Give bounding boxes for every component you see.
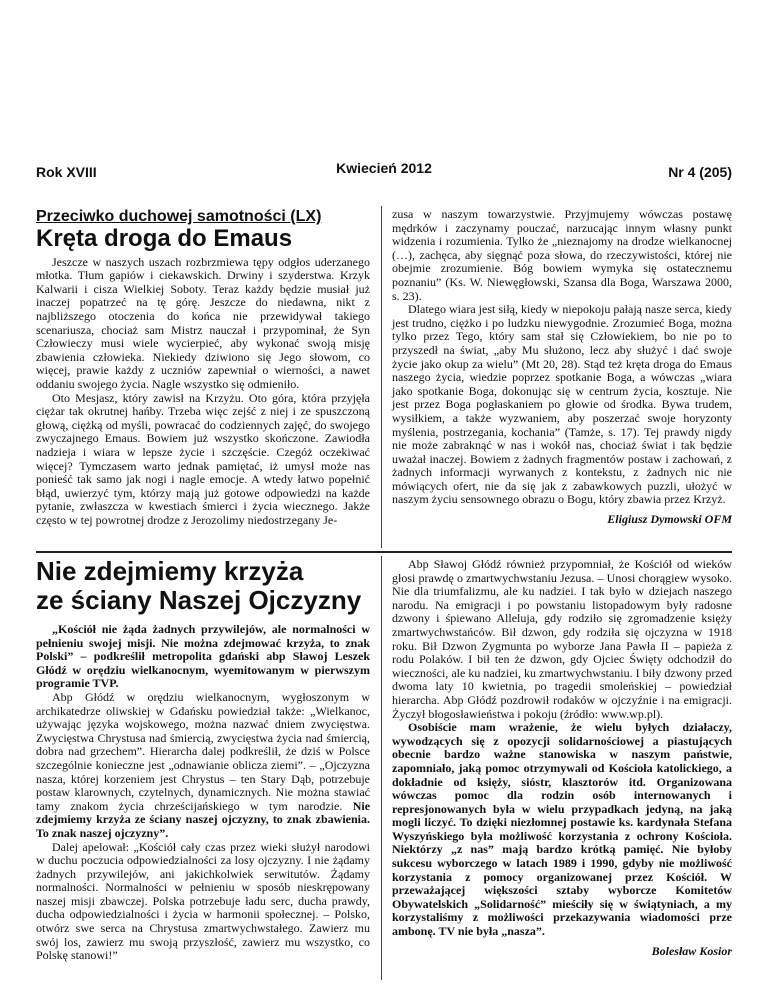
header-year: Rok XVIII [36, 164, 97, 180]
article1-title: Kręta droga do Emaus [36, 224, 293, 252]
article2-title-line1: Nie zdejmiemy krzyża [36, 556, 304, 586]
article1-signature: Eligiusz Dymowski OFM [607, 512, 732, 527]
article1-column-left [36, 210, 370, 527]
article-divider [36, 551, 732, 553]
header-issue: Nr 4 (205) [668, 164, 732, 180]
article2-paragraph: Dalej apelował: „Kościół cały czas przez wieki służył narodowi w duchu poczucia odpowiedzialności za losy ojczyzny. I nie żądamy żadnych przywilejów, ani jakichkolwiek serwitutów. Żądamy normalności. Normalności w pełnieniu w sposób nieskrępowany naszej misji zbawczej. Polska potrzebuje ładu serc, ducha prawdy, ducha odpowiedzialności i życia w harmonii społecznej. – Polsko, otwórz swe serca na Chrystusa zmartwychwstałego. Zawierz mu swój los, zawierz mu swoją przyszłość, zawierz mu wszystko, co Polskę stanowi!” [36, 839, 370, 963]
article2-paragraph [36, 691, 370, 841]
article1-column-right [392, 208, 732, 527]
article1-paragraph: Oto Mesjasz, który zawisł na Krzyżu. Oto góra, która przyjęła ciężar tak okrutnej hańby. Trzeba więc zejść z niej i ze spuszczoną głową, ciężką od myśli, powracać do codziennych zajęć, do swojego zwyczajnego Emaus. Bowiem już wszystko skończone. Zawiodła nadzieja i wiara w lepsze życie i szczęście. Czegóż oczekiwać więcej? Tymczasem warto jednak pamiętać, iż umysł może nas ponieść tak samo jak nogi i nagle emocje. A wtedy łatwo popełnić błąd, uwierzyć tym, którzy mają już gotowe odpowiedzi na każde pytanie, zwłaszcza w kwestiach śmierci i życia wiecznego. Jakże często w tej powrotnej drodze z Jerozolimy niedostrzegany Je- [36, 390, 370, 527]
article1-paragraph: Jeszcze w naszych uszach rozbrzmiewa tępy odgłos uderzanego młotka. Tłum gapiów i ciekawskich. Drwiny i szyderstwa. Krzyk Kalwarii i cisza Wielkiej Soboty. Teraz każdy będzie musiał już inaczej popatrzeć na tę górę. Jeszcze do niedawna, nikt z najbliższego otoczenia do końca nie przewidywał takiego scenariusza, chociaż sam Mistrz nauczał i przypominał, że Syn Człowieczy musi wiele wycierpieć, aby wykonać swoją misję zbawienia człowieka. Niekiedy dziwiono się Jego słowom, co więcej, prawie każdy z uczniów zapewniał o wierności, a nawet oddaniu swojego życia. Nagle wszystko się odmieniło. [36, 254, 370, 391]
article2-title [36, 557, 370, 615]
article2-title-line2: ze ściany Naszej Ojczyzny [36, 585, 362, 615]
article1-paragraph: zusa w naszym towarzystwie. Przyjmujemy wówczas postawę mędrków i zaczynamy pouczać, narzucając innym własny punkt widzenia i rozumienia. Tylko że „nieznajomy na drodze wielkanocnej (…), zachęca, aby sięgnąć poza słowa, do rzeczywistości, której nie obejmie zrozumienie. Bóg bowiem wymyka się ostatecznemu poznaniu” (Ks. W. Niewęgłowski, Szansa dla Boga, Warszawa 2000, s. 23). [392, 207, 732, 303]
article2-paragraph-bold: Osobiście mam wrażenie, że wielu byłych działaczy, wywodzących się z opozycji solidarnościowej a piastujących obecnie bardzo ważne stanowiska w naszym państwie, zapomniało, jaką pomoc otrzymywali od Kościoła katolickiego, a dokładnie od księży, sióstr, klasztorów itd. Organizowana wówczas pomoc dla rodzin osób internowanych i represjonowanych była w wielu przypadkach jedyną, na jaką mogli liczyć. To dzięki niezłomnej postawie ks. kardynała Stefana Wyszyńskiego była możliwość korzystania z ochrony Kościoła. Niektórzy „z nas” mają bardzo krótką pamięć. Nie byłoby sukcesu wyborczego w latach 1989 i 1990, gdyby nie możliwość korzystania z pomocy organizowanej przez Kościół. W przeważającej większości sztaby wyborcze Komitetów Obywatelskich „Solidarność” mieściły się w świątyniach, a my korzystaliśmy z możliwości przekazywania wiadomości prze ambonę. TV nie była „nasza”. [392, 720, 732, 939]
article2-lead: „Kościół nie żąda żadnych przywilejów, ale normalności w pełnieniu swojej misji. Nie można zdejmować krzyża, to znak Polski” – podkreślił metropolita gdański abp Sławoj Leszek Głódź w orędziu wielkanocnym, wyemitowanym w pierwszym programie TVP. [36, 622, 370, 691]
article2-paragraph: Abp Sławoj Głódź również przypomniał, że Kościół od wieków głosi prawdę o zmartwychwstaniu Jezusa. – Unosi chorągiew wysoko. Nie dla triumfalizmu, ale ku nadziei. I tak było w dziejach naszego narodu. Na emigracji i po powstaniu listopadowym były radosne dzwony i śpiewano Alleluja, gdy rodziło się zgromadzenie księży zmartwychwstańców. Bił dzwon, gdy rodziła się ojczyzna w 1918 roku. Bił Dzwon Zygmunta po wyborze Jana Pawła II – papieża z rodu Polaków. I bił ten że dzwon, gdy Ojciec Święty odchodził do wieczności, ale ku nadziei, ku zmartwychwstaniu. I biły dzwony przed dwoma laty 10 kwietnia, po tragedii smoleńskiej – powiedział hierarcha. Abp Głódź pozdrowił rodaków w ojczyźnie i na emigracji. Życzył błogosławieństwa i pokoju (źródło: www.wp.pl). [392, 557, 732, 721]
article1-paragraph: Dlatego wiara jest siłą, kiedy w niepokoju pałają nasze serca, kiedy jest trudno, ciężko i po ludzku niewygodnie. Zrozumieć Boga, można tylko przez Tego, który sam stał się Człowiekiem, bo nie po to przyszedł na świat, „aby Mu służono, lecz aby służyć i dać swoje życie jako okup za wielu” (Mt 20, 28). Stąd też kręta droga do Emaus naszego życia, wiedzie poprzez spotkanie Boga, a wówczas „wiara jako spotkanie Boga, dokonując się w centrum życia, kosztuje. Nie jest przez Boga pogłaskaniem po głowie od środka. Bywa trudem, wysiłkiem, a także wyzwaniem, aby poszerzać swoje horyzonty myślenia, postrzegania, kochania” (Tamże, s. 17). Tej prawdy nigdy nie może zabraknąć w nas i wokół nas, chociaż świat i tak będzie uważał inaczej. Bowiem z żadnych fragmentów postaw i zachowań, z żadnych informacji wyrwanych z kontekstu, z żadnych nic nie mówiących ofert, nie da się jak z zabawkowych puzzli, ułożyć w naszym życiu sensownego obrazu o Bogu, który zbawia przez Krzyż. [392, 302, 732, 507]
column-divider-top [381, 206, 382, 548]
article2-column-right [392, 558, 732, 958]
article2-paragraph-text: Abp Głódź w orędziu wielkanocnym, wygłoszonym w archikatedrze oliwskiej w Gdańsku powiedział także: „Wielkanoc, używając języka wojskowego, można nazwać dniem zwycięstwa. Zwycięstwa Chrystusa nad śmiercią, zwycięstwa życia nad śmiercią, dobra nad grzechem”. Hierarcha dalej podkreślił, że dziś w Polsce szczególnie konieczne jest „odnawianie oblicza ziemi”. – „Ojczyzna nasza, której korzeniem jest Chrystus – ten Stary Dąb, potrzebuje postaw klarownych, czytelnych, dynamicznych. Nie można stawiać tamy znakom życia chrześcijańskiego w tym narodzie. [36, 689, 370, 813]
header-date: Kwiecień 2012 [336, 160, 432, 176]
article2-quote-bold: Nie zdejmiemy krzyża ze ściany naszej ojczyzny, to znak zbawienia. To znak naszej ojczyzny”. [36, 798, 371, 840]
article2-signature: Bolesław Kosior [651, 943, 732, 958]
page-header [36, 160, 732, 182]
article2-column-left [36, 557, 370, 963]
article1-kicker: Przeciwko duchowej samotności (LX) [36, 208, 322, 225]
column-divider-bottom [381, 556, 382, 980]
